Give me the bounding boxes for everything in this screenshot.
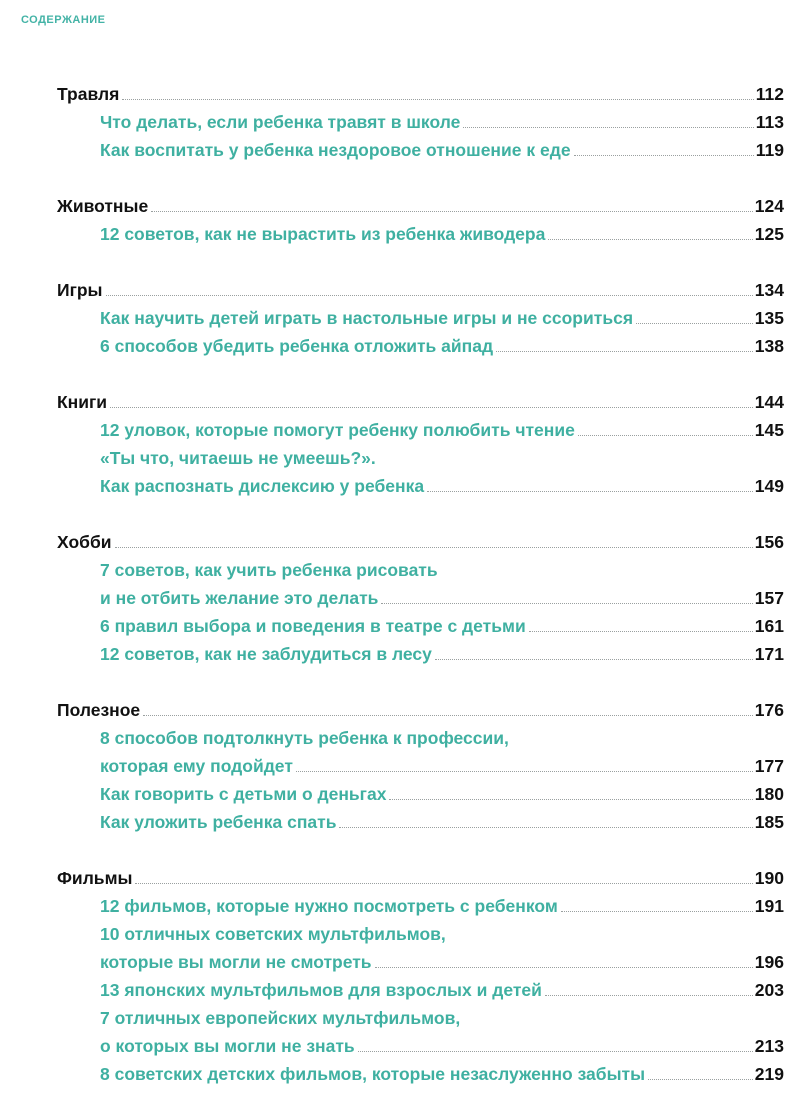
- toc-section: [57, 280, 784, 364]
- toc-entry[interactable]: [57, 112, 784, 140]
- dot-leader: [151, 211, 753, 212]
- chapter-title: Полезное: [57, 700, 141, 720]
- table-of-contents: [57, 84, 784, 1120]
- chapter-page-number: 176: [754, 700, 784, 720]
- toc-entry[interactable]: [57, 756, 784, 784]
- chapter-title: Животные: [57, 196, 149, 216]
- dot-leader: [381, 603, 752, 604]
- entry-title: Как воспитать у ребенка нездоровое отношение к еде: [100, 140, 571, 160]
- toc-entry[interactable]: [57, 896, 784, 924]
- toc-entry[interactable]: [57, 308, 784, 336]
- entry-page-number: 213: [754, 1036, 784, 1056]
- toc-entry[interactable]: [57, 336, 784, 364]
- chapter-title: Хобби: [57, 532, 112, 552]
- dot-leader: [548, 239, 752, 240]
- entry-title: которые вы могли не смотреть: [100, 952, 372, 972]
- running-head: СОДЕРЖАНИЕ: [21, 14, 106, 26]
- toc-entry[interactable]: [57, 560, 784, 588]
- entry-page-number: 219: [754, 1064, 784, 1084]
- chapter-heading[interactable]: [57, 700, 784, 728]
- entry-page-number: 113: [755, 112, 784, 132]
- chapter-page-number: 134: [754, 280, 784, 300]
- toc-section: [57, 392, 784, 504]
- entry-title: 12 советов, как не заблудиться в лесу: [100, 644, 432, 664]
- entry-title: «Ты что, читаешь не умеешь?».: [100, 448, 376, 468]
- chapter-page-number: 144: [754, 392, 784, 412]
- chapter-heading[interactable]: [57, 84, 784, 112]
- entry-title: 13 японских мультфильмов для взрослых и детей: [100, 980, 542, 1000]
- entry-title: 12 советов, как не вырастить из ребенка живодера: [100, 224, 546, 244]
- chapter-page-number: 124: [754, 196, 784, 216]
- toc-section: [57, 196, 784, 252]
- entry-page-number: 203: [754, 980, 784, 1000]
- dot-leader: [389, 799, 752, 800]
- dot-leader: [463, 127, 753, 128]
- toc-section: [57, 532, 784, 672]
- entry-title: и не отбить желание это делать: [100, 588, 379, 608]
- entry-page-number: 135: [754, 308, 784, 328]
- toc-entry[interactable]: [57, 140, 784, 168]
- entry-title: Как говорить с детьми о деньгах: [100, 784, 387, 804]
- toc-section: [57, 868, 784, 1092]
- dot-leader: [427, 491, 753, 492]
- dot-leader: [106, 295, 753, 296]
- entry-page-number: 161: [754, 616, 784, 636]
- dot-leader: [375, 967, 753, 968]
- entry-title: 8 советских детских фильмов, которые незаслуженно забыты: [100, 1064, 646, 1084]
- entry-title: Как научить детей играть в настольные игры и не ссориться: [100, 308, 634, 328]
- entry-page-number: 157: [754, 588, 784, 608]
- toc-entry[interactable]: [57, 224, 784, 252]
- chapter-title: Фильмы: [57, 868, 133, 888]
- toc-section: [57, 84, 784, 168]
- entry-page-number: 149: [754, 476, 784, 496]
- chapter-page-number: 112: [755, 84, 784, 104]
- entry-title: 12 уловок, которые помогут ребенку полюбить чтение: [100, 420, 575, 440]
- entry-page-number: 196: [754, 952, 784, 972]
- entry-title: 7 советов, как учить ребенка рисовать: [100, 560, 438, 580]
- dot-leader: [122, 99, 753, 100]
- chapter-heading[interactable]: [57, 392, 784, 420]
- chapter-title: Книги: [57, 392, 108, 412]
- dot-leader: [578, 435, 753, 436]
- entry-page-number: 119: [755, 140, 784, 160]
- dot-leader: [115, 547, 753, 548]
- chapter-page-number: 156: [754, 532, 784, 552]
- entry-title: 6 правил выбора и поведения в театре с детьми: [100, 616, 526, 636]
- toc-entry[interactable]: [57, 924, 784, 952]
- entry-page-number: 177: [754, 756, 784, 776]
- dot-leader: [496, 351, 753, 352]
- toc-entry[interactable]: [57, 728, 784, 756]
- dot-leader: [435, 659, 753, 660]
- entry-title: 12 фильмов, которые нужно посмотреть с ребенком: [100, 896, 558, 916]
- chapter-heading[interactable]: [57, 532, 784, 560]
- toc-entry[interactable]: [57, 420, 784, 448]
- dot-leader: [143, 715, 753, 716]
- entry-title: 10 отличных советских мультфильмов,: [100, 924, 446, 944]
- dot-leader: [545, 995, 753, 996]
- entry-title: 7 отличных европейских мультфильмов,: [100, 1008, 461, 1028]
- entry-page-number: 138: [754, 336, 784, 356]
- entry-page-number: 125: [754, 224, 784, 244]
- toc-entry[interactable]: [57, 1036, 784, 1064]
- chapter-title: Травля: [57, 84, 120, 104]
- dot-leader: [648, 1079, 753, 1080]
- dot-leader: [110, 407, 753, 408]
- toc-section: [57, 700, 784, 840]
- chapter-heading[interactable]: [57, 280, 784, 308]
- toc-entry[interactable]: [57, 952, 784, 980]
- dot-leader: [358, 1051, 753, 1052]
- toc-entry[interactable]: [57, 476, 784, 504]
- entry-title: Как распознать дислексию у ребенка: [100, 476, 425, 496]
- entry-page-number: 180: [754, 784, 784, 804]
- toc-entry[interactable]: [57, 1008, 784, 1036]
- dot-leader: [529, 631, 753, 632]
- toc-entry[interactable]: [57, 588, 784, 616]
- toc-entry[interactable]: [57, 980, 784, 1008]
- toc-entry[interactable]: [57, 784, 784, 812]
- entry-title: которая ему подойдет: [100, 756, 293, 776]
- chapter-title: Игры: [57, 280, 103, 300]
- dot-leader: [574, 155, 754, 156]
- entry-title: Что делать, если ребенка травят в школе: [100, 112, 461, 132]
- dot-leader: [636, 323, 753, 324]
- entry-title: 6 способов убедить ребенка отложить айпад: [100, 336, 494, 356]
- entry-page-number: 145: [754, 420, 784, 440]
- toc-entry[interactable]: [57, 616, 784, 644]
- entry-page-number: 171: [754, 644, 784, 664]
- toc-entry[interactable]: [57, 644, 784, 672]
- entry-page-number: 191: [754, 896, 784, 916]
- dot-leader: [296, 771, 753, 772]
- chapter-page-number: 190: [754, 868, 784, 888]
- toc-entry[interactable]: [57, 448, 784, 476]
- entry-title: Как уложить ребенка спать: [100, 812, 337, 832]
- dot-leader: [135, 883, 752, 884]
- entry-title: о которых вы могли не знать: [100, 1036, 355, 1056]
- chapter-heading[interactable]: [57, 196, 784, 224]
- entry-page-number: 185: [754, 812, 784, 832]
- chapter-heading[interactable]: [57, 868, 784, 896]
- dot-leader: [339, 827, 752, 828]
- toc-entry[interactable]: [57, 1064, 784, 1092]
- toc-entry[interactable]: [57, 812, 784, 840]
- entry-title: 8 способов подтолкнуть ребенка к профессии,: [100, 728, 509, 748]
- dot-leader: [561, 911, 753, 912]
